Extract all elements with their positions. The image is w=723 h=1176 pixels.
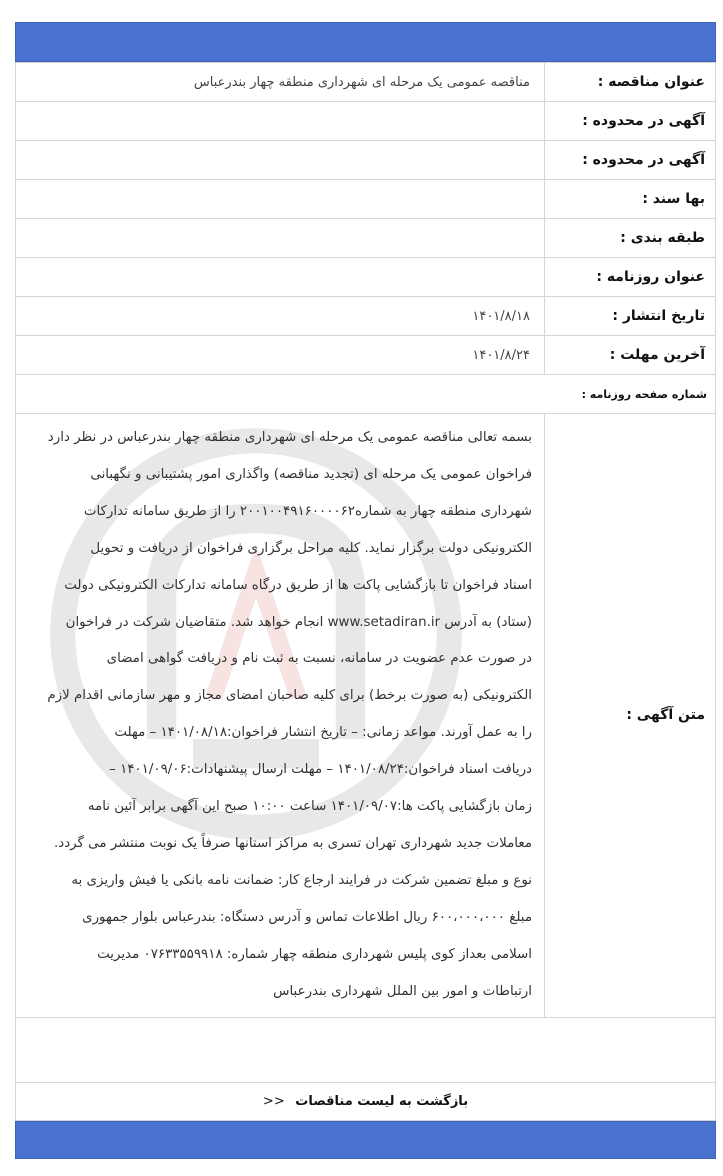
notice-line: فراخوان عمومی یک مرحله ای (تجدید مناقصه) واگذاری امور پشتیبانی و نگهبانی: [90, 466, 532, 482]
tender-title-label: عنوان مناقصه :: [545, 63, 716, 102]
notice-line: معاملات جدید شهرداری تهران تسری به مراکز استانها صرفاً یک نوبت منتشر می گردد.: [53, 835, 532, 851]
row-deadline: [16, 336, 716, 375]
area-label-1: آگهی در محدوده :: [545, 102, 716, 141]
newspaper-value: [16, 258, 545, 297]
category-label: طبقه بندی :: [545, 219, 716, 258]
doc-price-label: بها سند :: [545, 180, 716, 219]
publish-date-label: تاریخ انتشار :: [545, 297, 716, 336]
notice-line: (ستاد) به آدرس www.setadiran.ir انجام خواهد شد. متقاضیان شرکت در فراخوان: [65, 614, 532, 630]
deadline-value: ۱۴۰۱/۸/۲۴: [16, 336, 545, 375]
top-header-bar: [15, 22, 716, 62]
tender-info-table: [15, 62, 716, 1121]
notice-line: بسمه تعالی مناقصه عمومی یک مرحله ای شهرداری منطقه چهار بندرعباس در نظر دارد: [47, 430, 532, 445]
notice-line: را به عمل آورند. مواعد زمانی: – تاریخ انتشار فراخوان:۱۴۰۱/۰۸/۱۸ – مهلت: [114, 725, 532, 741]
row-empty: [16, 1017, 716, 1082]
empty-cell: [16, 1017, 716, 1082]
row-doc-price: [16, 180, 716, 219]
area-value-1: [16, 102, 545, 141]
row-newspaper: [16, 258, 716, 297]
back-to-list-link[interactable]: [263, 1094, 468, 1109]
area-value-2: [16, 141, 545, 180]
doc-price-value: [16, 180, 545, 219]
row-notice-text: [16, 414, 716, 1018]
deadline-label: آخرین مهلت :: [545, 336, 716, 375]
page-number-label: شماره صفحه روزنامه :: [16, 375, 716, 414]
notice-line: الکترونیکی دولت برگزار نماید. کلیه مراحل برگزاری فراخوان از دریافت و تحویل: [90, 540, 532, 556]
back-link-cell: [16, 1082, 716, 1120]
back-to-list-label: بازگشت به لیست مناقصات: [295, 1093, 469, 1109]
notice-line: الکترونیکی (به صورت برخط) برای کلیه صاحبان امضای مجاز و مهر سازمانی اقدام لازم: [47, 688, 532, 704]
notice-body: [16, 414, 545, 1018]
notice-line: زمان بازگشایی پاکت ها:۱۴۰۱/۰۹/۰۷ ساعت ۱۰:۰۰ صبح این آگهی برابر آئین نامه: [87, 799, 532, 815]
newspaper-label: عنوان روزنامه :: [545, 258, 716, 297]
row-area-1: [16, 102, 716, 141]
bottom-footer-bar: [15, 1121, 716, 1159]
notice-line: اسناد فراخوان تا بازگشایی پاکت ها از طریق درگاه سامانه تدارکات الکترونیکی دولت: [64, 577, 532, 593]
notice-line: شهرداری منطقه چهار به شماره۲۰۰۱۰۰۴۹۱۶۰۰۰۰۶۲ را از طریق سامانه تدارکات: [83, 503, 532, 519]
row-publish-date: [16, 297, 716, 336]
row-page-number: [16, 375, 716, 414]
notice-lines: [20, 420, 532, 1011]
notice-label: متن آگهی :: [545, 414, 716, 1018]
tender-title-value: مناقصه عمومی یک مرحله ای شهرداری منطقه چهار بندرعباس: [16, 63, 545, 102]
notice-line: نوع و مبلغ تضمین شرکت در فرایند ارجاع کار: ضمانت نامه بانکی یا فیش واریزی به: [71, 872, 532, 888]
notice-line: دریافت اسناد فراخوان:۱۴۰۱/۰۸/۲۴ – مهلت ارسال پیشنهادات:۱۴۰۱/۰۹/۰۶ –: [109, 762, 532, 778]
row-category: [16, 219, 716, 258]
publish-date-value: ۱۴۰۱/۸/۱۸: [16, 297, 545, 336]
area-label-2: آگهی در محدوده :: [545, 141, 716, 180]
row-tender-title: [16, 63, 716, 102]
notice-line: ارتباطات و امور بین الملل شهرداری بندرعباس: [273, 983, 532, 999]
tender-detail-frame: [15, 22, 716, 1159]
notice-line: در صورت عدم عضویت در سامانه، نسبت به ثبت نام و دریافت گواهی امضای: [106, 651, 532, 667]
notice-line: اسلامی بعداز کوی پلیس شهرداری منطقه چهار شماره: ۰۷۶۳۳۵۵۹۹۱۸ مدیریت: [97, 946, 532, 962]
row-area-2: [16, 141, 716, 180]
notice-line: مبلغ ۶۰۰،۰۰۰،۰۰۰ ریال اطلاعات تماس و آدرس دستگاه: بندرعباس بلوار جمهوری: [82, 909, 532, 925]
category-value: [16, 219, 545, 258]
row-back-link: [16, 1082, 716, 1120]
back-arrow-icon: <<: [262, 1093, 285, 1109]
